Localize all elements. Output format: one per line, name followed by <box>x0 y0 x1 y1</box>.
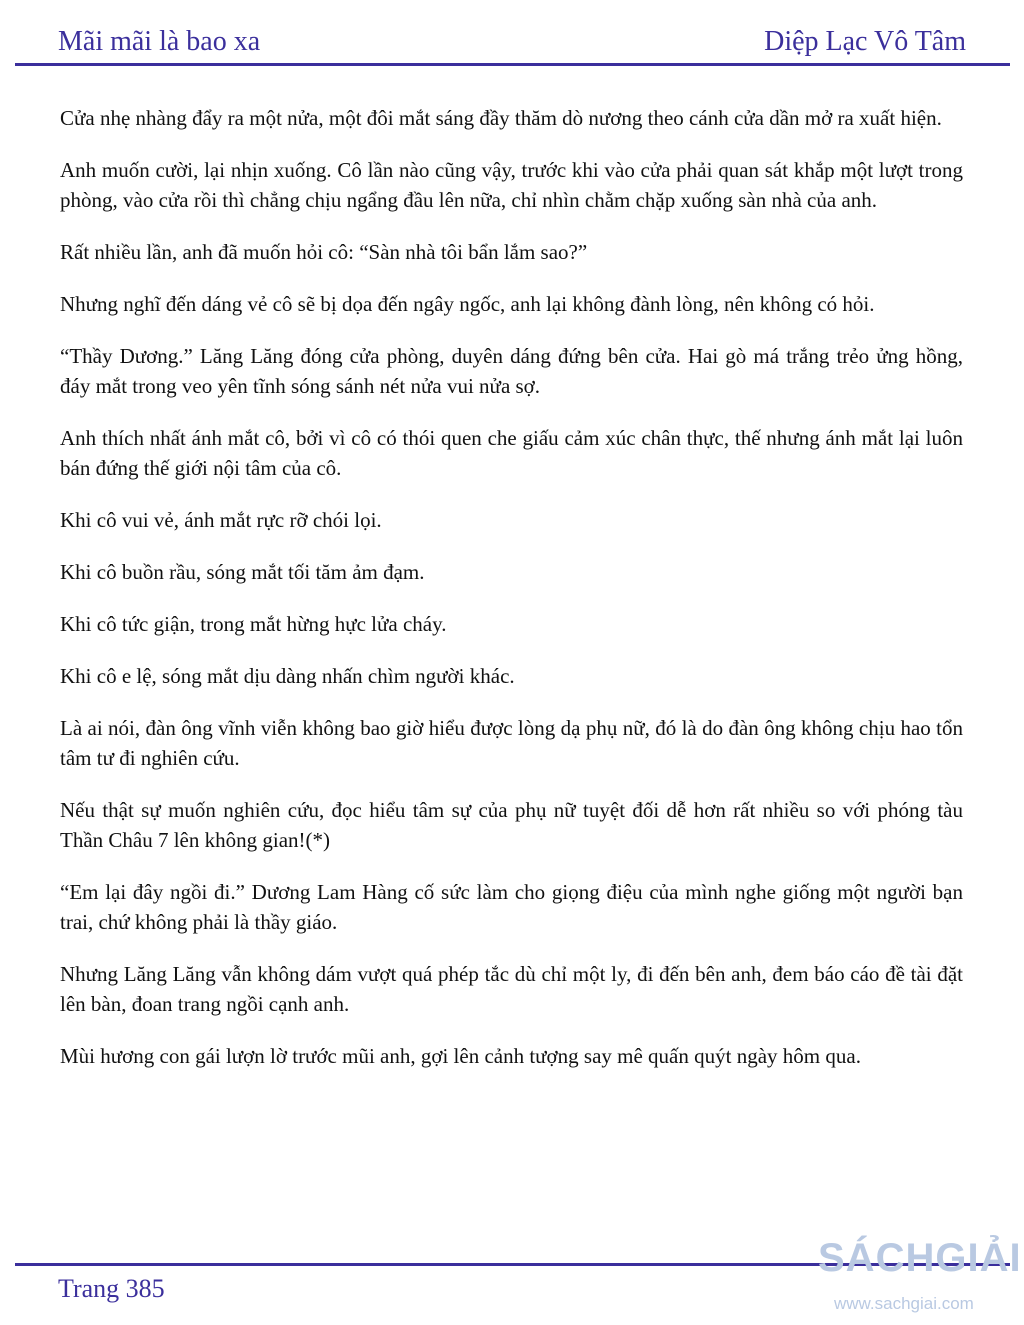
paragraph: Nhưng Lăng Lăng vẫn không dám vượt quá phép tắc dù chỉ một ly, đi đến bên anh, đem báo cáo đề tài đặt lên bàn, đoan trang ngồi cạnh anh. <box>60 962 963 1016</box>
page-body <box>60 103 963 1093</box>
paragraph: Là ai nói, đàn ông vĩnh viễn không bao giờ hiểu được lòng dạ phụ nữ, đó là do đàn ông không chịu hao tổn tâm tư đi nghiên cứu. <box>60 716 963 770</box>
paragraph: Nhưng nghĩ đến dáng vẻ cô sẽ bị dọa đến ngây ngốc, anh lại không đành lòng, nên không có hỏi. <box>60 292 875 316</box>
paragraph: Rất nhiều lần, anh đã muốn hỏi cô: “Sàn nhà tôi bẩn lắm sao?” <box>60 240 588 264</box>
page-number: Trang 385 <box>58 1274 165 1303</box>
author-name: Diệp Lạc Vô Tâm <box>764 26 966 57</box>
paragraph: Khi cô vui vẻ, ánh mắt rực rỡ chói lọi. <box>60 508 382 532</box>
paragraph: Khi cô tức giận, trong mắt hừng hực lửa cháy. <box>60 612 447 636</box>
header-divider <box>15 63 1010 66</box>
watermark-logo <box>818 1228 1024 1318</box>
paragraph: Anh thích nhất ánh mắt cô, bởi vì cô có thói quen che giấu cảm xúc chân thực, thế nhưng ánh mắt lại luôn bán đứng thế giới nội tâm của cô. <box>60 426 963 480</box>
paragraph: “Em lại đây ngồi đi.” Dương Lam Hàng cố sức làm cho giọng điệu của mình nghe giống một người bạn trai, chứ không phải là thầy giáo. <box>60 880 963 934</box>
paragraph: Cửa nhẹ nhàng đẩy ra một nửa, một đôi mắt sáng đầy thăm dò nương theo cánh cửa dần mở ra xuất hiện. <box>60 106 942 130</box>
book-title: Mãi mãi là bao xa <box>58 26 261 57</box>
paragraph: Khi cô buồn rầu, sóng mắt tối tăm ảm đạm. <box>60 560 425 584</box>
paragraph: Khi cô e lệ, sóng mắt dịu dàng nhấn chìm người khác. <box>60 664 515 688</box>
paragraph: “Thầy Dương.” Lăng Lăng đóng cửa phòng, duyên dáng đứng bên cửa. Hai gò má trắng trẻo ửng hồng, đáy mắt trong veo yên tĩnh sóng sánh nét nửa vui nửa sợ. <box>60 344 963 398</box>
paragraph: Nếu thật sự muốn nghiên cứu, đọc hiểu tâm sự của phụ nữ tuyệt đối dễ hơn rất nhiều so với phóng tàu Thần Châu 7 lên không gian!(*) <box>60 798 963 852</box>
paragraph: Mùi hương con gái lượn lờ trước mũi anh, gợi lên cảnh tượng say mê quấn quýt ngày hôm qua. <box>60 1044 861 1068</box>
watermark-url: www.sachgiai.com <box>834 1294 974 1313</box>
paragraph: Anh muốn cười, lại nhịn xuống. Cô lần nào cũng vậy, trước khi vào cửa phải quan sát khắp một lượt trong phòng, vào cửa rồi thì chẳng chịu ngẩng đầu lên nữa, chỉ nhìn chằm chặp xuống sàn nhà của anh. <box>60 158 963 212</box>
watermark-logo-text: SÁCHGIẢI <box>818 1236 1022 1280</box>
